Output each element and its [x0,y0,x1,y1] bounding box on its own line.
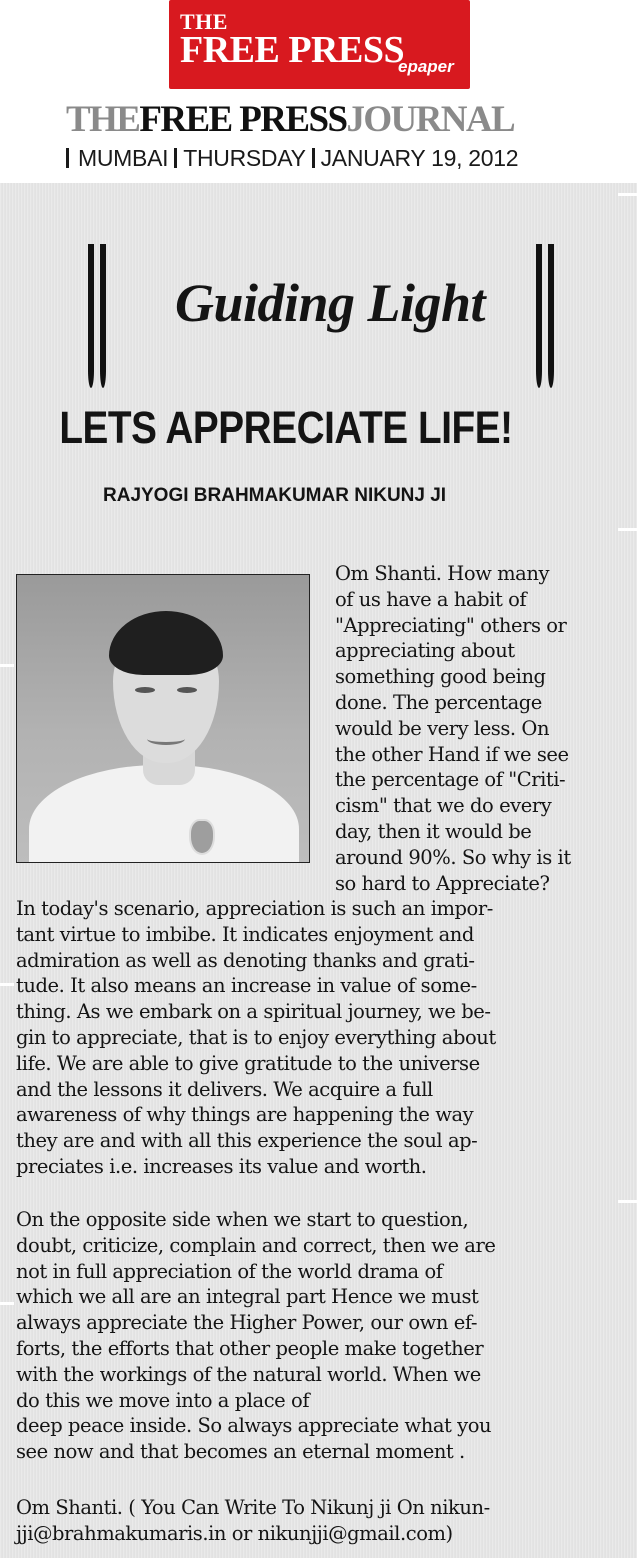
text-line: life. We are able to give gratitude to the universe [16,1051,480,1075]
text-line: doubt, criticize, complain and correct, then we are [16,1233,496,1257]
article-headline: LETS APPRECIATE LIFE! [59,402,513,453]
logo-free-press-text: FREE PRESS [180,29,405,71]
text-line: see now and that becomes an eternal moment . [16,1440,465,1464]
text-line: cism" that we do every [335,794,552,818]
scan-edge-mark [0,983,14,986]
dateline-divider [312,148,315,168]
text-line: day, then it would be [335,819,532,843]
column-title: Guiding Light [174,273,486,333]
text-line: something good being [335,665,546,689]
text-line: the other Hand if we see [335,742,569,766]
text-line: deep peace inside. So always appreciate what you [16,1414,492,1438]
lapel-badge-icon [189,819,215,855]
article-byline: RAJYOGI BRAHMAKUMAR NIKUNJ JI [103,485,447,506]
nameplate-the: THE [66,99,140,140]
dateline-city: MUMBAI [78,145,169,171]
text-line: always appreciate the Higher Power, our own ef- [16,1311,478,1335]
text-line: In today's scenario, appreciation is such an impor- [16,897,493,920]
nameplate-journal: JOURNAL [346,99,515,140]
text-line: "Appreciating" others or [335,613,567,637]
nameplate-free-press: FREE PRESS [139,99,347,140]
article-contact [16,1495,636,1547]
dateline-divider [174,148,177,168]
dateline-day: THURSDAY [183,145,306,171]
article-intro [335,561,635,896]
text-line: with the workings of the natural world. When we [16,1362,481,1386]
text-line: the percentage of "Criti- [335,768,566,792]
text-line: admiration as well as denoting thanks and grati- [16,948,475,972]
masthead [0,0,637,183]
text-line: would be very less. On [335,716,550,740]
journal-nameplate [66,98,576,142]
text-line: which we all are an integral part Hence we must [16,1285,479,1309]
text-line: tant virtue to imbibe. It indicates enjoyment and [16,922,474,946]
article-paragraph-2 [16,1207,636,1465]
text-line: gin to appreciate, that is to enjoy everything about [16,1025,496,1049]
text-line: preciates i.e. increases its value and worth. [16,1154,427,1178]
text-line: and the lessons it delivers. We acquire a full [16,1077,433,1101]
text-line: Om Shanti. ( You Can Write To Nikunj ji On nikun- [16,1496,490,1519]
right-ornament-bars [536,244,560,388]
left-ornament-bars [88,244,112,388]
scan-edge-mark [618,193,637,196]
text-line: awareness of why things are happening the way [16,1103,474,1127]
text-line: thing. As we embark on a spiritual journey, we be- [16,1000,491,1024]
text-line: around 90%. So why is it [335,845,571,869]
text-line: appreciating about [335,639,515,663]
text-line: done. The percentage [335,690,542,714]
text-line: so hard to Appreciate? [335,871,550,895]
free-press-epaper-logo[interactable] [169,0,470,89]
logo-epaper-text: epaper [398,57,454,76]
article-paragraph-1 [16,896,636,1180]
scan-edge-mark [618,528,637,531]
scan-edge-mark [0,1302,14,1305]
text-line: On the opposite side when we start to question, [16,1208,469,1231]
text-line: not in full appreciation of the world drama of [16,1259,443,1283]
dateline-date: JANUARY 19, 2012 [320,145,519,171]
text-line: of us have a habit of [335,587,527,611]
dateline-divider [66,148,69,168]
scan-edge-mark [0,664,14,667]
logo-the-text: THE [180,9,228,34]
scan-edge-mark [618,1200,637,1203]
text-line: they are and with all this experience the soul ap- [16,1129,478,1153]
text-line: forts, the efforts that other people make together [16,1336,484,1360]
text-line: tude. It also means an increase in value of some- [16,974,477,998]
dateline [64,143,518,173]
text-line: do this we move into a place of [16,1388,310,1412]
author-portrait [16,574,310,863]
text-line: jji@brahmakumaris.in or nikunjji@gmail.com) [16,1521,453,1545]
text-line: Om Shanti. How many [335,562,550,585]
